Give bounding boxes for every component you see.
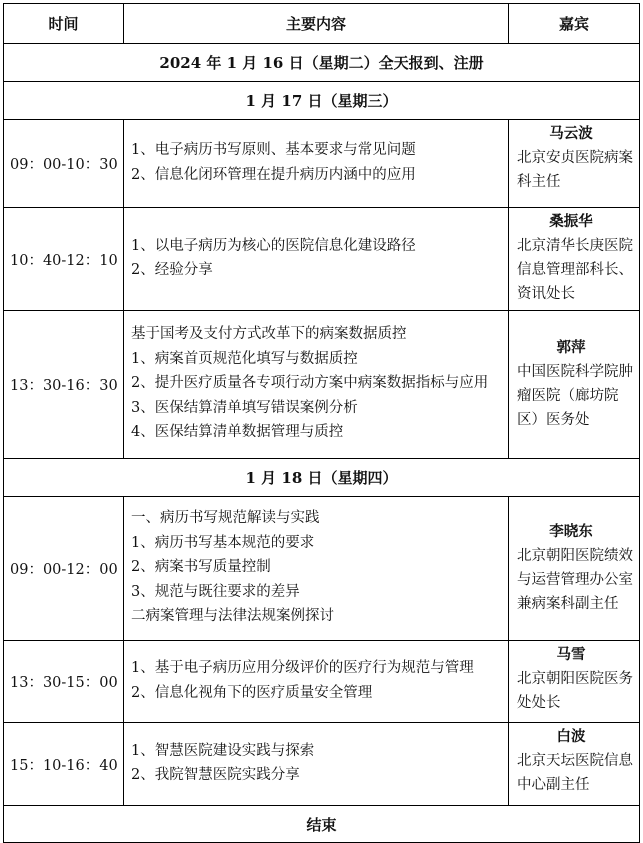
session-time: 09：00-12：00 xyxy=(4,497,124,641)
schedule-table xyxy=(3,3,640,843)
end-row xyxy=(4,806,640,843)
header-row xyxy=(4,4,640,44)
guest-org: 北京清华长庚医院信息管理部科长、资讯处长 xyxy=(517,238,633,302)
content-line: 4、医保结算清单数据管理与质控 xyxy=(131,424,344,441)
header-content: 主要内容 xyxy=(124,4,509,44)
content-line: 1、电子病历书写原则、基本要求与常见问题 xyxy=(131,142,416,158)
session-content xyxy=(124,497,509,641)
guest-name: 马雪 xyxy=(556,646,586,663)
day-row xyxy=(4,459,640,497)
guest-org: 北京天坛医院信息中心副主任 xyxy=(517,753,633,793)
session-guest xyxy=(509,641,640,723)
guest-name: 白波 xyxy=(556,728,586,745)
session-row xyxy=(4,723,640,806)
content-line: 1、病历书写基本规范的要求 xyxy=(131,534,315,551)
content-line: 二病案管理与法律法规案例探讨 xyxy=(131,608,334,625)
day-row xyxy=(4,82,640,120)
content-line: 1、基于电子病历应用分级评价的医疗行为规范与管理 xyxy=(131,660,474,676)
session-time: 13：30-16：30 xyxy=(4,311,124,459)
guest-org: 北京安贞医院病案科主任 xyxy=(517,150,633,190)
content-line: 2、信息化闭环管理在提升病历内涵中的应用 xyxy=(131,166,416,183)
guest-name: 郭萍 xyxy=(556,338,586,356)
content-line: 2、我院智慧医院实践分享 xyxy=(131,767,300,783)
session-guest xyxy=(509,497,640,641)
content-line: 一、病历书写规范解读与实践 xyxy=(131,510,320,527)
content-line: 2、经验分享 xyxy=(131,262,213,278)
content-line: 1、智慧医院建设实践与探索 xyxy=(131,742,315,759)
content-line: 2、提升医疗质量各专项行动方案中病案数据指标与应用 xyxy=(131,375,489,392)
header-time: 时间 xyxy=(4,4,124,44)
registration-cell: 2024 年 1 月 16 日（星期二）全天报到、注册 xyxy=(4,44,640,82)
session-guest xyxy=(509,311,640,459)
session-guest xyxy=(509,723,640,806)
session-row xyxy=(4,208,640,311)
session-row xyxy=(4,120,640,208)
session-time: 13：30-15：00 xyxy=(4,641,124,723)
guest-org: 北京朝阳医院医务处处长 xyxy=(517,671,633,711)
session-content xyxy=(124,641,509,723)
content-line: 1、病案首页规范化填写与数据质控 xyxy=(131,350,358,367)
content-line: 2、信息化视角下的医疗质量安全管理 xyxy=(131,684,373,701)
content-line: 基于国考及支付方式改革下的病案数据质控 xyxy=(131,326,407,343)
guest-name: 马云波 xyxy=(549,125,593,142)
registration-row xyxy=(4,44,640,82)
guest-name: 李晓东 xyxy=(549,522,593,540)
session-row xyxy=(4,311,640,459)
day1-cell: 1 月 17 日（星期三） xyxy=(4,82,640,120)
header-guest: 嘉宾 xyxy=(509,4,640,44)
guest-org: 中国医院科学院肿瘤医院（廊坊院区）医务处 xyxy=(517,363,633,428)
content-line: 1、以电子病历为核心的医院信息化建设路径 xyxy=(131,237,416,254)
end-cell: 结束 xyxy=(4,806,640,843)
session-row xyxy=(4,497,640,641)
content-line: 3、医保结算清单填写错误案例分析 xyxy=(131,399,358,416)
content-line: 2、病案书写质量控制 xyxy=(131,559,271,576)
session-time: 09：00-10：30 xyxy=(4,120,124,208)
session-time: 10：40-12：10 xyxy=(4,208,124,311)
session-row xyxy=(4,641,640,723)
session-content xyxy=(124,120,509,208)
content-line: 3、规范与既往要求的差异 xyxy=(131,583,300,600)
session-content xyxy=(124,311,509,459)
session-content xyxy=(124,208,509,311)
session-guest xyxy=(509,120,640,208)
session-time: 15：10-16：40 xyxy=(4,723,124,806)
day2-cell: 1 月 18 日（星期四） xyxy=(4,459,640,497)
guest-name: 桑振华 xyxy=(549,213,593,230)
session-content xyxy=(124,723,509,806)
guest-org: 北京朝阳医院绩效与运营管理办公室兼病案科副主任 xyxy=(517,547,633,612)
session-guest xyxy=(509,208,640,311)
